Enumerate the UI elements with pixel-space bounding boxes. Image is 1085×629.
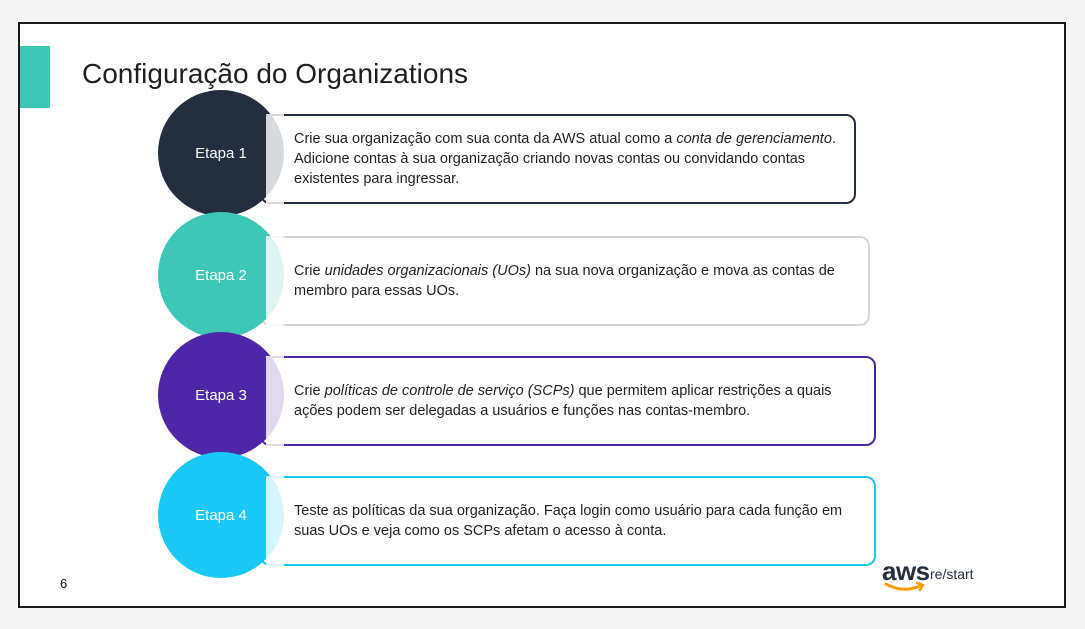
circle-overlap-fade xyxy=(266,476,284,566)
top-strip xyxy=(916,24,1044,28)
step-label: Etapa 4 xyxy=(195,506,247,524)
step-label: Etapa 3 xyxy=(195,386,247,404)
step-label: Etapa 2 xyxy=(195,266,247,284)
logo-aws-text: aws xyxy=(882,556,930,586)
text-segment: que permitem aplicar restrições a quais ações podem ser delegadas a usuários e funções nas contas-membro. xyxy=(294,383,832,419)
text-segment: . Adicione contas à sua organização criando novas contas ou convidando contas existentes para ingressar. xyxy=(294,131,836,187)
page-number: 6 xyxy=(60,576,68,591)
step-label: Etapa 1 xyxy=(195,144,247,162)
step-1-box xyxy=(260,114,856,204)
circle-overlap-fade xyxy=(266,114,284,204)
step-3-box xyxy=(260,356,876,446)
text-segment: Crie xyxy=(294,383,325,399)
emphasis-term: conta de gerenciamento xyxy=(676,131,832,147)
aws-restart-logo xyxy=(882,556,1032,596)
text-segment: Crie sua organização com sua conta da AWS atual como a xyxy=(294,131,677,147)
circle-overlap-fade xyxy=(266,236,284,326)
text-segment: na sua nova organização e mova as contas de membro para essas UOs. xyxy=(294,263,835,299)
step-4-box xyxy=(260,476,876,566)
page-title: Configuração do Organizations xyxy=(82,58,469,89)
step-3-text xyxy=(294,381,860,421)
slide xyxy=(18,22,1066,608)
step-2-text xyxy=(294,261,854,301)
logo-restart-text: re/start xyxy=(930,566,974,582)
emphasis-term: unidades organizacionais (UOs) xyxy=(324,263,531,279)
accent-bar xyxy=(20,46,50,108)
aws-smile-icon xyxy=(884,582,928,594)
text-segment: Crie xyxy=(294,263,325,279)
step-4-text xyxy=(294,501,860,541)
text-segment: Teste as políticas da sua organização. Faça login como usuário para cada função em suas UOs e veja como os SCPs afetam o acesso à conta. xyxy=(294,503,843,539)
emphasis-term: políticas de controle de serviço (SCPs) xyxy=(324,383,575,399)
step-2-box xyxy=(260,236,870,326)
step-1-text xyxy=(294,129,840,189)
circle-overlap-fade xyxy=(266,356,284,446)
